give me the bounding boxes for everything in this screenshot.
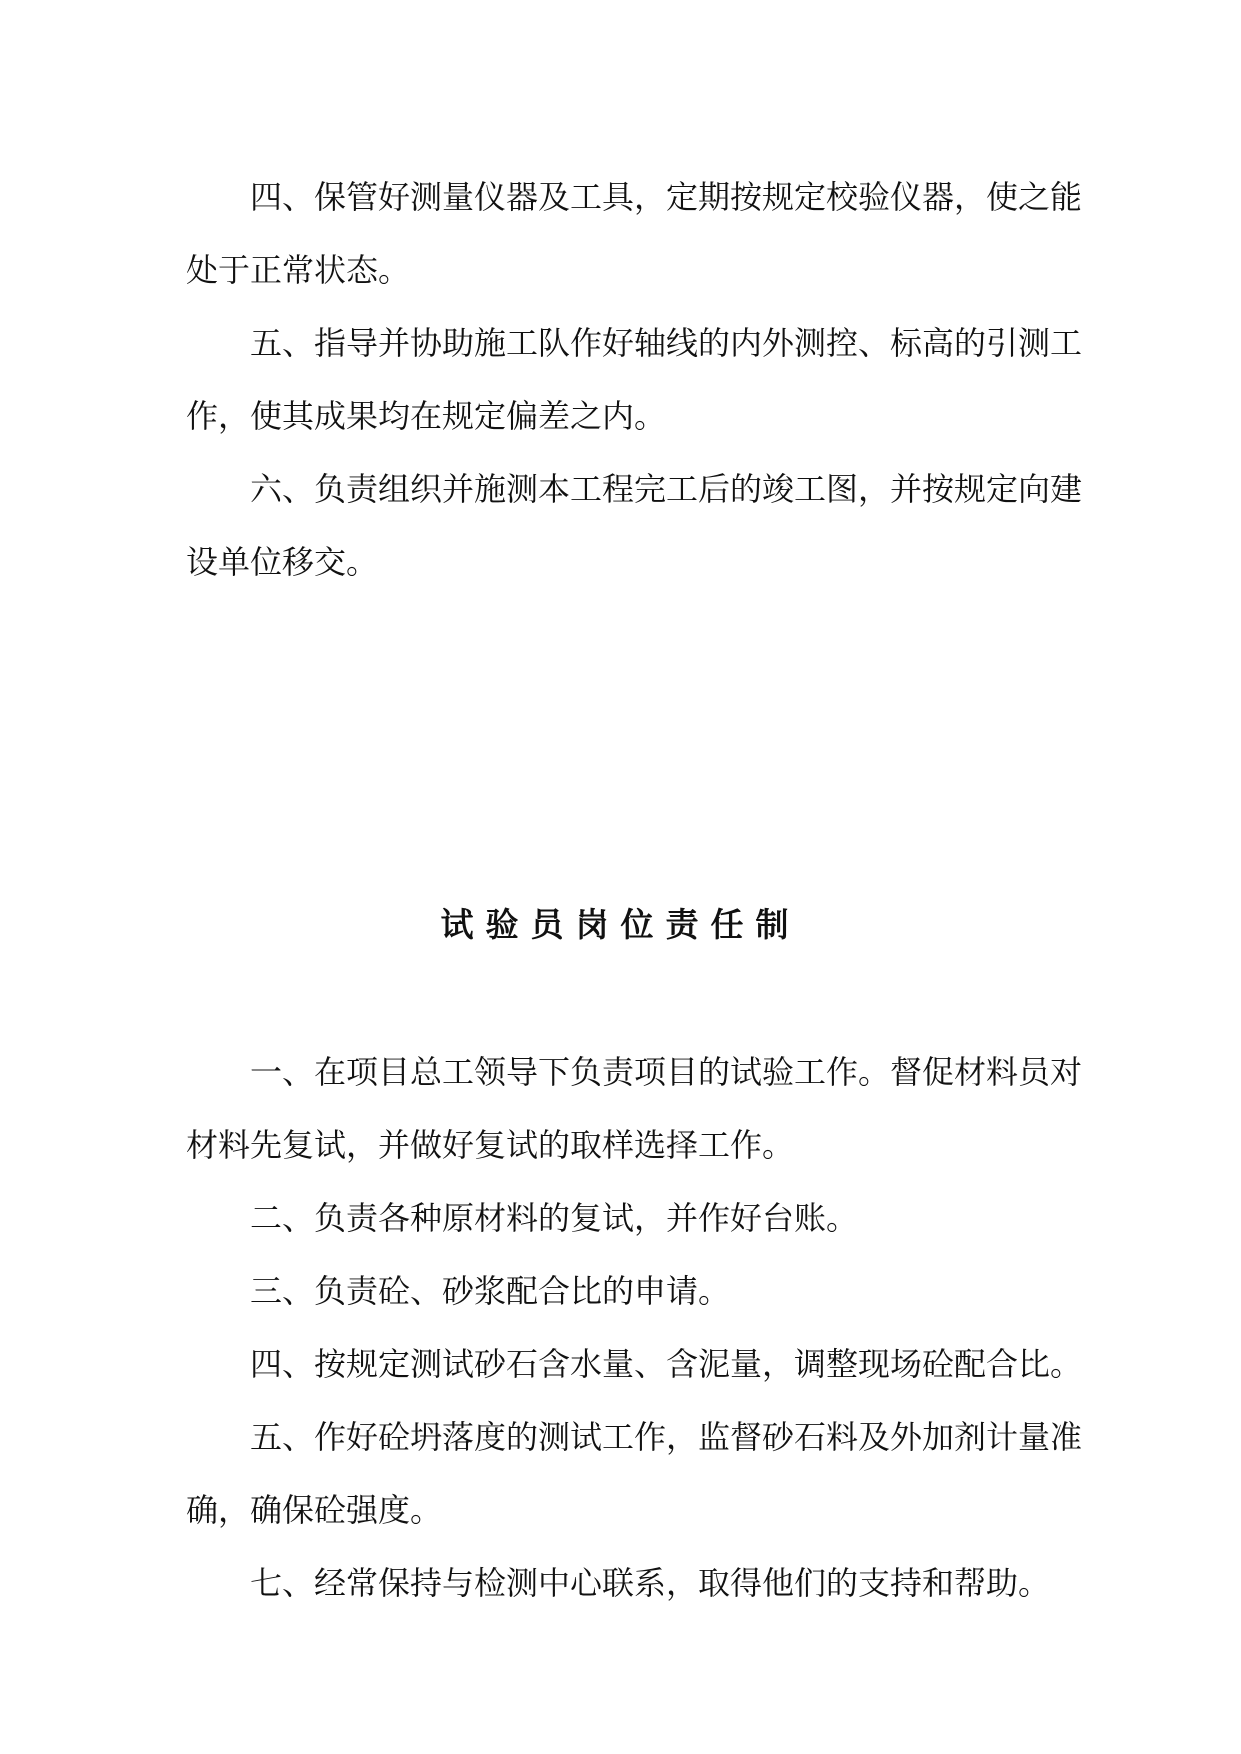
- section-title: 试验员岗位责任制: [440, 905, 801, 944]
- paragraph: 一、在项目总工领导下负责项目的试验工作。督促材料员对材料先复试，并做好复试的取样选择工作。: [186, 1053, 1083, 1164]
- tester-duties: [186, 1036, 1108, 1620]
- paragraph: 二、负责各种原材料的复试，并作好台账。: [250, 1199, 859, 1237]
- paragraph: 四、保管好测量仪器及工具，定期按规定校验仪器，使之能处于正常状态。: [186, 178, 1083, 289]
- surveyor-duties-continued: [186, 161, 1108, 599]
- paragraph: 五、作好砼坍落度的测试工作，监督砂石料及外加剂计量准确，确保砼强度。: [186, 1418, 1083, 1529]
- paragraph: 三、负责砼、砂浆配合比的申请。: [250, 1272, 731, 1310]
- paragraph: 四、按规定测试砂石含水量、含泥量，调整现场砼配合比。: [250, 1345, 1083, 1383]
- paragraph: 七、经常保持与检测中心联系，取得他们的支持和帮助。: [250, 1564, 1051, 1602]
- paragraph: 五、指导并协助施工队作好轴线的内外测控、标高的引测工作，使其成果均在规定偏差之内。: [186, 324, 1083, 435]
- paragraph: 六、负责组织并施测本工程完工后的竣工图，并按规定向建设单位移交。: [186, 470, 1083, 581]
